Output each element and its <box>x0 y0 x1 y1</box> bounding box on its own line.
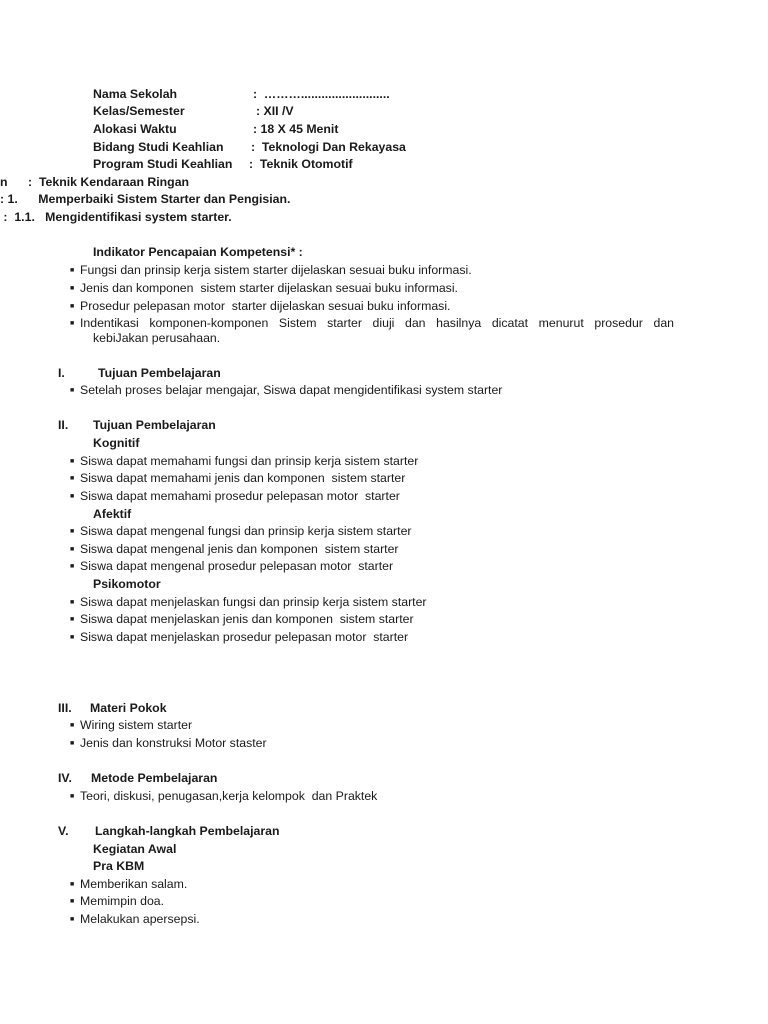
list-item: Siswa dapat memahami jenis dan komponen sistem starter <box>80 471 406 485</box>
bullet-icon: ■ <box>70 475 75 482</box>
section-title: Langkah-langkah Pembelajaran <box>95 824 280 838</box>
bullet-icon: ■ <box>70 267 75 274</box>
list-item: Jenis dan konstruksi Motor staster <box>80 736 267 750</box>
list-item: Siswa dapat mengenal jenis dan komponen sistem starter <box>80 542 399 556</box>
bullet-icon: ■ <box>70 546 75 553</box>
bidang-studi-value: : Teknologi Dan Rekayasa <box>251 140 406 154</box>
list-item: Prosedur pelepasan motor starter dijelaskan sesuai buku informasi. <box>80 299 451 313</box>
list-item-continuation: kebiJakan perusahaan. <box>93 331 221 345</box>
program-studi-label: Program Studi Keahlian <box>93 157 233 171</box>
list-item: Memberikan salam. <box>80 877 188 891</box>
section-title: Metode Pembelajaran <box>91 771 218 785</box>
bullet-icon: ■ <box>70 634 75 641</box>
list-item: Siswa dapat mengenal prosedur pelepasan motor starter <box>80 559 394 573</box>
kompetensi-dasar-line: : 1.1. Mengidentifikasi system starter. <box>0 210 232 224</box>
bullet-icon: ■ <box>70 458 75 465</box>
bidang-studi-label: Bidang Studi Keahlian <box>93 140 224 154</box>
bullet-icon: ■ <box>70 387 75 394</box>
indikator-title: Indikator Pencapaian Kompetensi* : <box>93 245 303 259</box>
subsection-title-pra-kbm: Pra KBM <box>93 859 145 873</box>
subsection-title-afektif: Afektif <box>93 507 132 521</box>
list-item: Siswa dapat mengenal fungsi dan prinsip kerja sistem starter <box>80 524 412 538</box>
bullet-icon: ■ <box>70 881 75 888</box>
list-item-justified: Indentikasi komponen-komponen Sistem starter diuji dan hasilnya dicatat menurut prosedur dan <box>80 316 674 330</box>
kompetensi-keahlian-line: n : Teknik Kendaraan Ringan <box>0 175 190 189</box>
bullet-icon: ■ <box>70 793 75 800</box>
subsection-title-psikomotor: Psikomotor <box>93 577 161 591</box>
standar-kompetensi-line: : 1. Memperbaiki Sistem Starter dan Pengisian. <box>0 192 291 206</box>
subsection-title-kognitif: Kognitif <box>93 436 140 450</box>
list-item: Memimpin doa. <box>80 894 165 908</box>
list-item: Siswa dapat memahami fungsi dan prinsip kerja sistem starter <box>80 454 419 468</box>
alokasi-waktu-value: : 18 X 45 Menit <box>253 122 339 136</box>
list-item: Setelah proses belajar mengajar, Siswa dapat mengidentifikasi system starter <box>80 383 503 397</box>
bullet-icon: ■ <box>70 722 75 729</box>
bullet-icon: ■ <box>70 563 75 570</box>
list-item: Siswa dapat menjelaskan prosedur pelepasan motor starter <box>80 630 409 644</box>
kelas-semester-value: : XII /V <box>256 104 294 118</box>
program-studi-value: : Teknik Otomotif <box>249 157 353 171</box>
section-number: II. <box>58 418 69 432</box>
alokasi-waktu-label: Alokasi Waktu <box>93 122 177 136</box>
subsection-title-kegiatan-awal: Kegiatan Awal <box>93 842 177 856</box>
bullet-icon: ■ <box>70 320 75 327</box>
list-item: Fungsi dan prinsip kerja sistem starter dijelaskan sesuai buku informasi. <box>80 263 472 277</box>
list-item: Teori, diskusi, penugasan,kerja kelompok dan Praktek <box>80 789 378 803</box>
bullet-icon: ■ <box>70 493 75 500</box>
bullet-icon: ■ <box>70 528 75 535</box>
bullet-icon: ■ <box>70 916 75 923</box>
list-item: Wiring sistem starter <box>80 718 193 732</box>
bullet-icon: ■ <box>70 616 75 623</box>
section-title: Tujuan Pembelajaran <box>93 418 216 432</box>
section-number: IV. <box>58 771 72 785</box>
bullet-icon: ■ <box>70 285 75 292</box>
bullet-icon: ■ <box>70 303 75 310</box>
nama-sekolah-label: Nama Sekolah <box>93 87 178 101</box>
list-item: Siswa dapat menjelaskan fungsi dan prinsip kerja sistem starter <box>80 595 427 609</box>
section-number: I. <box>58 366 65 380</box>
section-number: V. <box>58 824 69 838</box>
list-item: Jenis dan komponen sistem starter dijelaskan sesuai buku informasi. <box>80 281 458 295</box>
section-title: Materi Pokok <box>90 701 167 715</box>
list-item: Melakukan apersepsi. <box>80 912 200 926</box>
bullet-icon: ■ <box>70 740 75 747</box>
list-item: Siswa dapat memahami prosedur pelepasan motor starter <box>80 489 400 503</box>
nama-sekolah-value: : ……….......................... <box>253 87 390 101</box>
list-item: Siswa dapat menjelaskan jenis dan komponen sistem starter <box>80 612 414 626</box>
section-number: III. <box>58 701 72 715</box>
kelas-semester-label: Kelas/Semester <box>93 104 185 118</box>
bullet-icon: ■ <box>70 599 75 606</box>
bullet-icon: ■ <box>70 898 75 905</box>
section-title: Tujuan Pembelajaran <box>98 366 221 380</box>
